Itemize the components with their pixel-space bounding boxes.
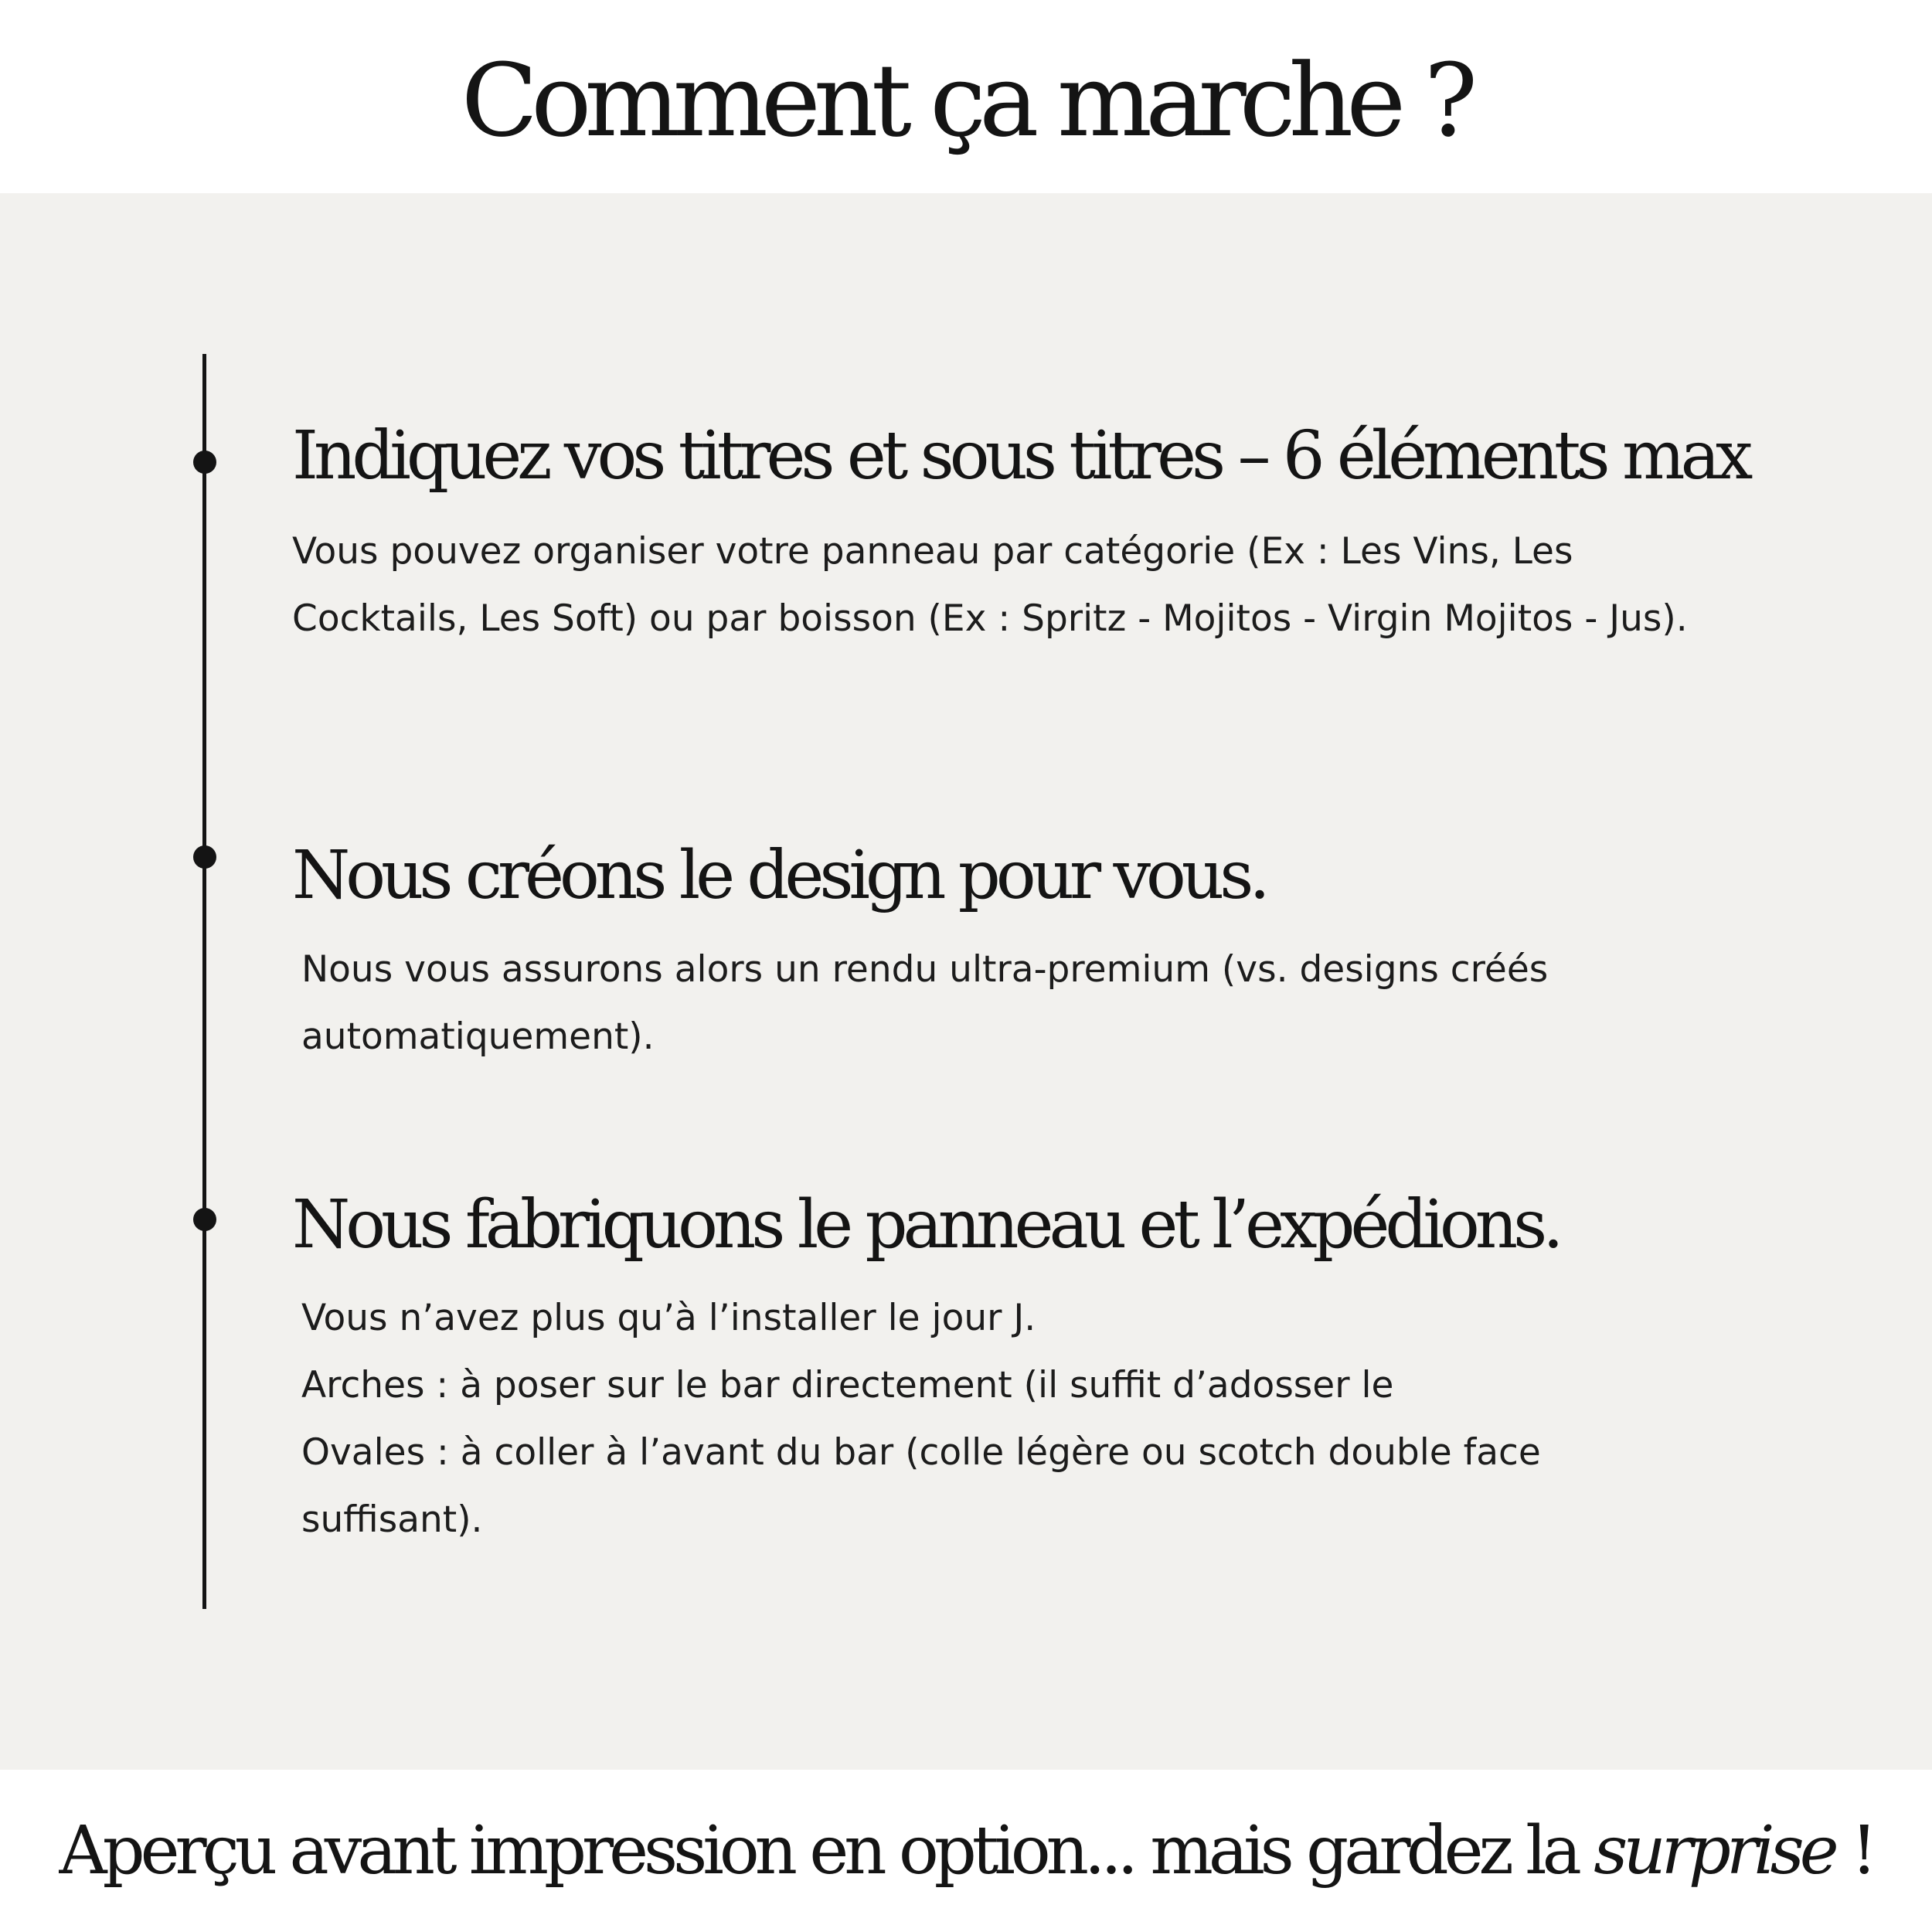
step-1-description — [292, 518, 1706, 652]
steps-panel — [0, 193, 1932, 1770]
timeline-dot-step-3 — [193, 1208, 216, 1231]
step-3-line-1: Vous n’avez plus qu’à l’installer le jour J. — [301, 1297, 1036, 1339]
footer-tagline — [0, 1808, 1932, 1893]
step-2-text: Nous vous assurons alors un rendu ultra-premium (vs. designs créés automatiquement). — [301, 948, 1549, 1058]
step-3-line-2: Arches : à poser sur le bar directement (il suffit d’adosser le — [301, 1364, 1394, 1406]
step-2-heading: Nous créons le design pour vous. — [292, 837, 1266, 914]
step-3-heading: Nous fabriquons le panneau et l’expédions. — [292, 1186, 1560, 1264]
timeline-dot-step-1 — [193, 451, 216, 474]
page-title: Comment ça marche ? — [461, 42, 1471, 159]
footer-emphasis: surprise — [1594, 1812, 1835, 1889]
footer-text: Aperçu avant impression en option... mais gardez la — [59, 1812, 1594, 1889]
step-1-text: Vous pouvez organiser votre panneau par catégorie (Ex : Les Vins, Les Cocktails, Les Soft) ou par boisson (Ex : Spritz - Mojitos - Virgin Mojitos - Jus). — [292, 530, 1688, 640]
step-3-description — [301, 1284, 1716, 1553]
timeline-line — [202, 354, 206, 1609]
step-2-description — [301, 936, 1716, 1070]
step-3-line-3: Ovales : à coller à l’avant du bar (colle légère ou scotch double face suffisant). — [301, 1431, 1541, 1541]
footer-end: ! — [1834, 1812, 1873, 1889]
step-1-heading: Indiquez vos titres et sous titres – 6 éléments max — [292, 417, 1749, 495]
timeline-dot-step-2 — [193, 845, 216, 869]
